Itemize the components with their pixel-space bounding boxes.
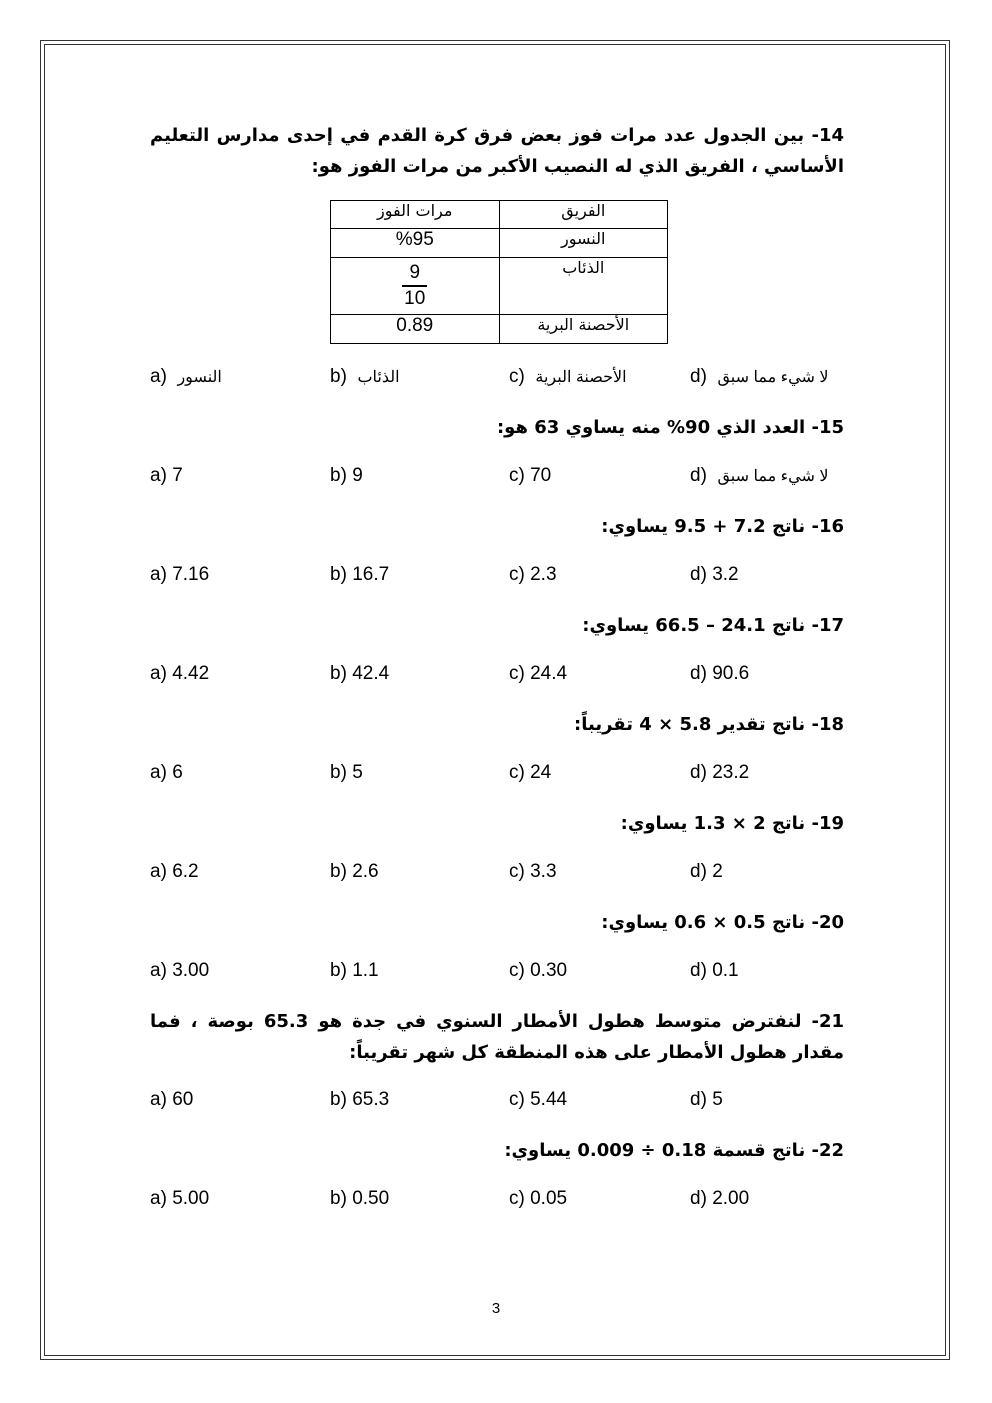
option-d: d) 23.2 xyxy=(690,762,750,783)
option-b: b) 42.4 xyxy=(330,663,390,684)
table-cell-wins: 0.89 xyxy=(331,315,500,344)
fraction xyxy=(402,261,427,311)
question-20-text: 20- ناتج 0.5 × 0.6 يساوي: xyxy=(601,912,844,933)
question-14-text: 14- بين الجدول عدد مرات فوز بعض فرق كرة القدم في إحدى مدارس التعليم الأساسي ، الفريق الذي له النصيب الأكبر من مرات الفوز هو: xyxy=(150,125,844,177)
option-b: b) 9 xyxy=(330,465,363,486)
option-d: d) 2 xyxy=(690,861,723,882)
question-21-text: 21- لنفترض متوسط هطول الأمطار السنوي في جدة هو 65.3 بوصة ، فما مقدار هطول الأمطار على هذه المنطقة كل شهر تقريباً: xyxy=(150,1011,845,1063)
option-d: d) لا شيء مما سبق xyxy=(690,366,829,387)
question-20-options xyxy=(150,960,850,988)
question-16-text: 16- ناتج 7.2 + 9.5 يساوي: xyxy=(601,516,844,537)
question-17-text: 17- ناتج 24.1 – 66.5 يساوي: xyxy=(582,615,844,636)
table-cell-team: النسور xyxy=(499,229,668,258)
question-19-options xyxy=(150,861,850,889)
option-d: d) 5 xyxy=(690,1089,723,1110)
option-d: d) لا شيء مما سبق xyxy=(690,465,829,486)
option-a: a) 6 xyxy=(150,762,183,783)
option-c: c) 3.3 xyxy=(509,861,557,882)
option-c: c) الأحصنة البرية xyxy=(509,366,627,387)
option-a: a) 7.16 xyxy=(150,564,210,585)
option-d: d) 0.1 xyxy=(690,960,739,981)
question-22-options xyxy=(150,1188,850,1216)
option-c: c) 24 xyxy=(509,762,552,783)
option-a: a) 7 xyxy=(150,465,183,486)
option-c: c) 70 xyxy=(509,465,552,486)
option-a: a) 3.00 xyxy=(150,960,210,981)
option-b: b) الذئاب xyxy=(330,366,400,387)
option-c: c) 24.4 xyxy=(509,663,568,684)
option-a: a) 60 xyxy=(150,1089,194,1110)
option-d: d) 3.2 xyxy=(690,564,739,585)
page-number: 3 xyxy=(491,1300,501,1317)
table-cell-wins xyxy=(331,258,500,315)
table-cell-team: الذئاب xyxy=(499,258,668,315)
question-14-options xyxy=(150,366,850,394)
option-c: c) 0.05 xyxy=(509,1188,568,1209)
fraction-denominator: 10 xyxy=(404,288,426,309)
question-15-text: 15- العدد الذي 90% منه يساوي 63 هو: xyxy=(496,417,844,438)
option-d: d) 90.6 xyxy=(690,663,750,684)
option-d: d) 2.00 xyxy=(690,1188,750,1209)
question-16-options xyxy=(150,564,850,592)
option-c: c) 0.30 xyxy=(509,960,568,981)
option-b: b) 1.1 xyxy=(330,960,379,981)
question-17-options xyxy=(150,663,850,691)
wins-table xyxy=(330,200,668,344)
option-a: a) 6.2 xyxy=(150,861,199,882)
fraction-numerator: 9 xyxy=(402,261,427,287)
option-c: c) 5.44 xyxy=(509,1089,568,1110)
table-cell-wins: %95 xyxy=(331,229,500,258)
option-a: a) 5.00 xyxy=(150,1188,210,1209)
table-cell-team: الأحصنة البرية xyxy=(499,315,668,344)
option-b: b) 0.50 xyxy=(330,1188,390,1209)
question-15-options xyxy=(150,465,850,493)
question-22-text: 22- ناتج قسمة 0.18 ÷ 0.009 يساوي: xyxy=(504,1140,844,1161)
question-19-text: 19- ناتج 2 × 1.3 يساوي: xyxy=(620,813,844,834)
option-a: a) 4.42 xyxy=(150,663,210,684)
option-b: b) 16.7 xyxy=(330,564,390,585)
option-c: c) 2.3 xyxy=(509,564,557,585)
table-header-wins: مرات الفوز xyxy=(331,201,500,229)
question-21-options xyxy=(150,1089,850,1117)
option-a: a) النسور xyxy=(150,366,222,387)
option-b: b) 2.6 xyxy=(330,861,379,882)
option-b: b) 65.3 xyxy=(330,1089,390,1110)
question-18-options xyxy=(150,762,850,790)
table-header-team: الفريق xyxy=(499,201,668,229)
option-b: b) 5 xyxy=(330,762,363,783)
question-18-text: 18- ناتج تقدير 5.8 × 4 تقريباً: xyxy=(574,714,844,735)
